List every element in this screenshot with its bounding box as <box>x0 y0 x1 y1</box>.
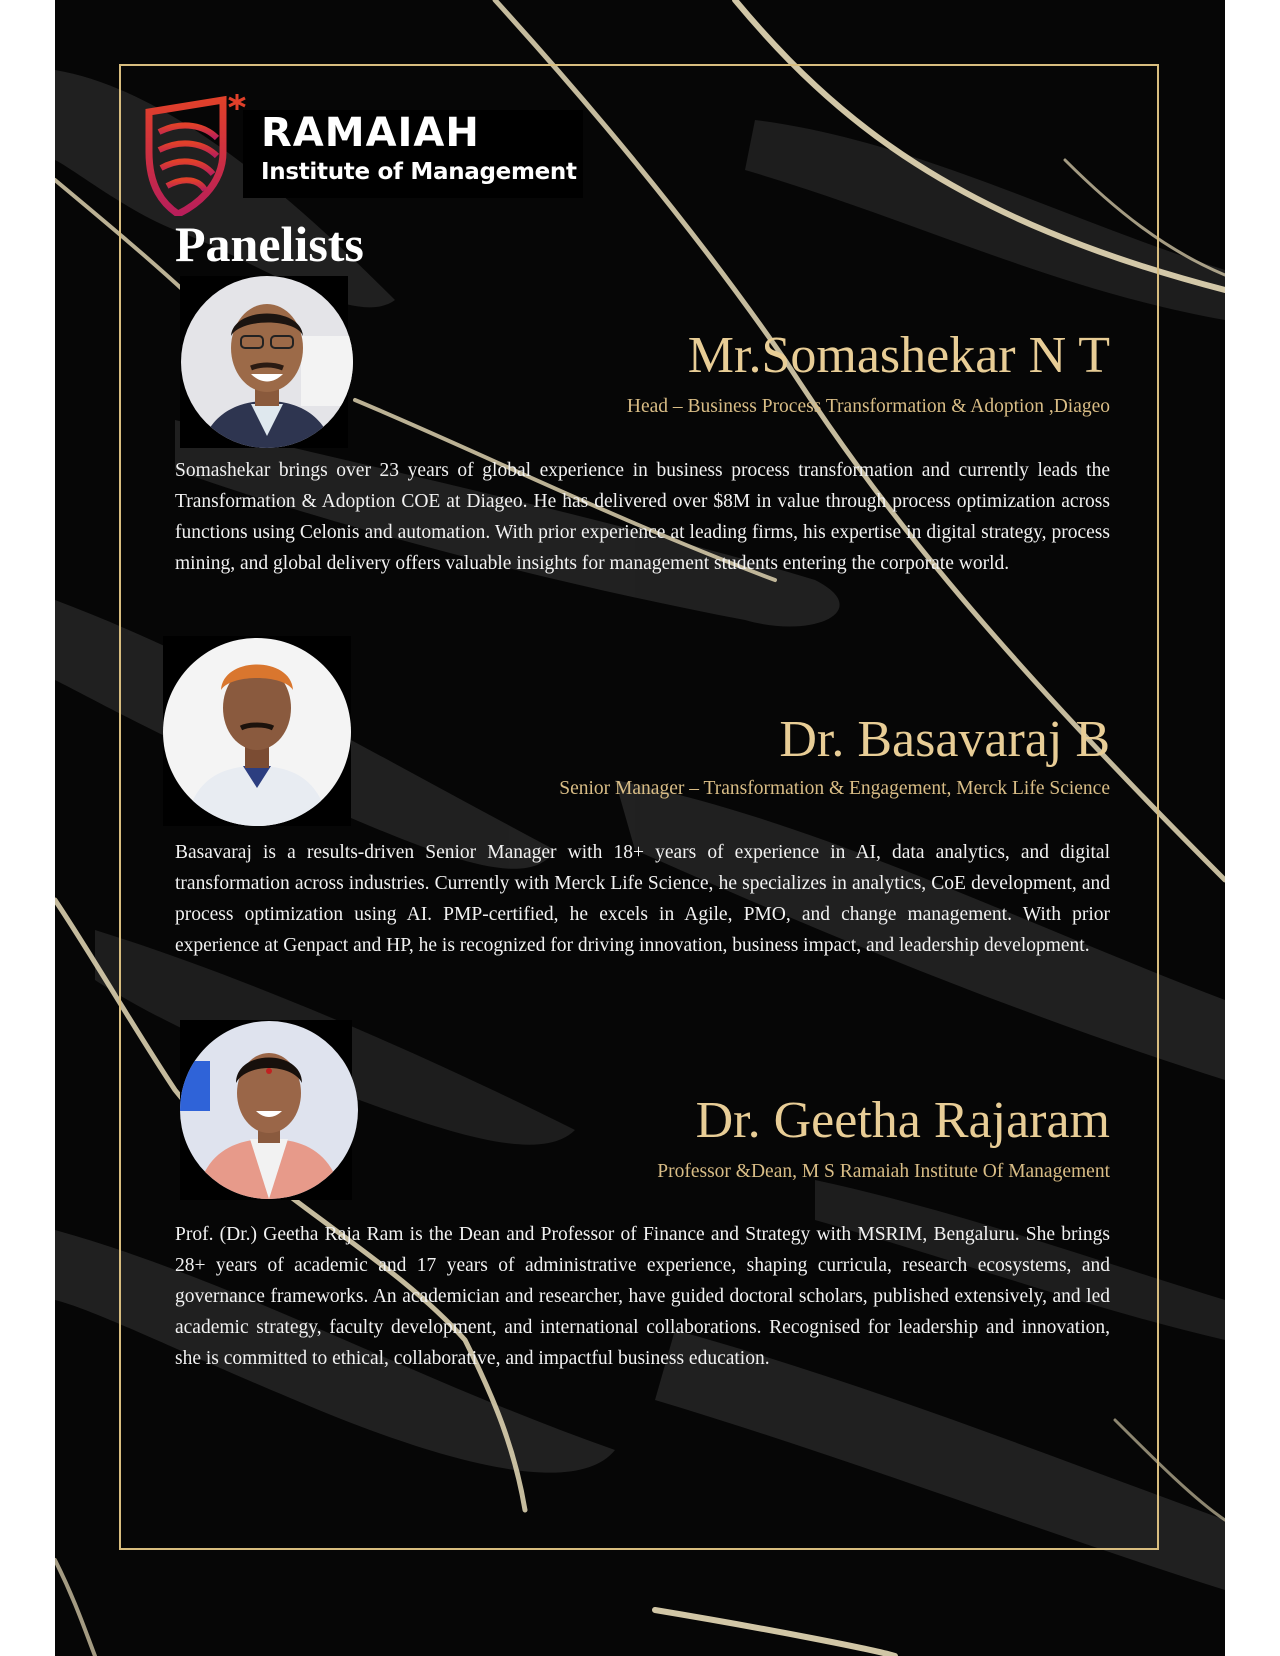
poster <box>55 0 1225 1656</box>
panelist-name: Dr. Geetha Rajaram <box>695 1092 1110 1149</box>
logo-subtitle: Institute of Management <box>261 159 577 185</box>
panelist-bio: Prof. (Dr.) Geetha Raja Ram is the Dean and Professor of Finance and Strategy with MSRIM, Bengaluru. She brings 28+ years of academic and 17 years of administrative experience, shaping curricula, research ecosystems, and governance frameworks. An academician and researcher, have guided doctoral scholars, published extensively, and led academic strategy, faculty development, and international collaborations. Recognised for leadership and innovation, she is committed to ethical, collaborative, and impactful business education. <box>175 1224 1110 1369</box>
panelist-name: Mr.Somashekar N T <box>687 327 1110 384</box>
panelist-role: Head – Business Process Transformation & Adoption ,Diageo <box>626 396 1110 417</box>
panelist-photo <box>181 276 353 448</box>
panelist-name: Dr. Basavaraj B <box>779 711 1110 768</box>
panelist-photo <box>163 638 351 826</box>
ramaiah-emblem-icon <box>143 92 253 216</box>
section-title: Panelists <box>175 216 364 272</box>
panelist-role: Professor &Dean, M S Ramaiah Institute Of Management <box>657 1161 1110 1182</box>
institute-logo <box>143 92 663 216</box>
panelist-bio: Somashekar brings over 23 years of global experience in business process transformation and currently leads the Transformation & Adoption COE at Diageo. He has delivered over $8M in value through process optimization across functions using Celonis and automation. With prior experience at leading firms, his expertise in digital strategy, process mining, and global delivery offers valuable insights for management students entering the corporate world. <box>175 460 1110 574</box>
panelist-role: Senior Manager – Transformation & Engagement, Merck Life Science <box>559 778 1110 799</box>
panelist-photo <box>180 1021 358 1199</box>
logo-name: RAMAIAH <box>261 110 480 156</box>
panelist-bio: Basavaraj is a results-driven Senior Manager with 18+ years of experience in AI, data analytics, and digital transformation across industries. Currently with Merck Life Science, he specializes in analytics, CoE development, and process optimization using AI. PMP-certified, he excels in Agile, PMO, and change management. With prior experience at Genpact and HP, he is recognized for driving innovation, business impact, and leadership development. <box>175 842 1110 956</box>
